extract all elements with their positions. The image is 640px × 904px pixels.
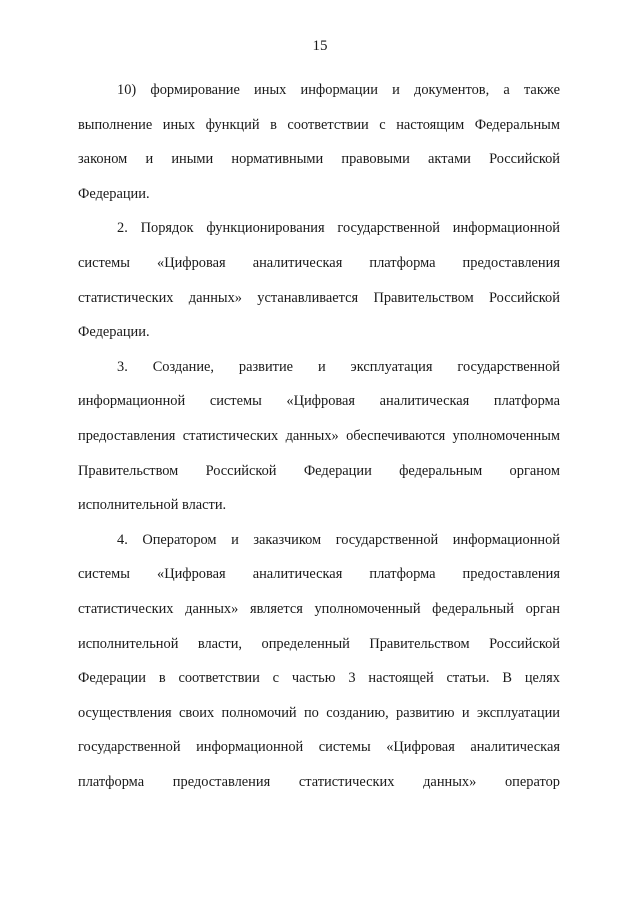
text-line: статистических данных» устанавливается Правительством Российской	[78, 289, 560, 306]
text-line: Федерации.	[78, 324, 150, 341]
text-line: системы «Цифровая аналитическая платформа предоставления	[78, 566, 560, 583]
text-line: системы «Цифровая аналитическая платформа предоставления	[78, 254, 560, 271]
text-line: 2. Порядок функционирования государственной информационной	[117, 220, 560, 237]
text-line: статистических данных» является уполномоченный федеральный орган	[78, 600, 560, 617]
text-line: осуществления своих полномочий по созданию, развитию и эксплуатации	[78, 704, 560, 721]
text-line: 4. Оператором и заказчиком государственной информационной	[117, 531, 560, 548]
text-line: выполнение иных функций в соответствии с настоящим Федеральным	[78, 116, 560, 133]
body-text	[78, 73, 560, 799]
text-line: государственной информационной системы «Цифровая аналитическая	[78, 739, 560, 756]
text-line: Федерации.	[78, 185, 150, 202]
text-line: предоставления статистических данных» обеспечиваются уполномоченным	[78, 427, 560, 444]
text-line: исполнительной власти.	[78, 497, 227, 514]
text-line: Федерации в соответствии с частью 3 настоящей статьи. В целях	[78, 670, 560, 687]
text-line: информационной системы «Цифровая аналитическая платформа	[78, 393, 560, 410]
text-line: законом и иными нормативными правовыми актами Российской	[78, 151, 560, 168]
text-line: 10) формирование иных информации и документов, а также	[117, 82, 560, 98]
text-line: 3. Создание, развитие и эксплуатация государственной	[117, 358, 560, 375]
text-line: платформа предоставления статистических данных» оператор	[78, 773, 560, 790]
page-number: 15	[312, 38, 328, 54]
text-line: Правительством Российской Федерации федеральным органом	[78, 462, 560, 479]
text-line: исполнительной власти, определенный Правительством Российской	[78, 635, 560, 652]
